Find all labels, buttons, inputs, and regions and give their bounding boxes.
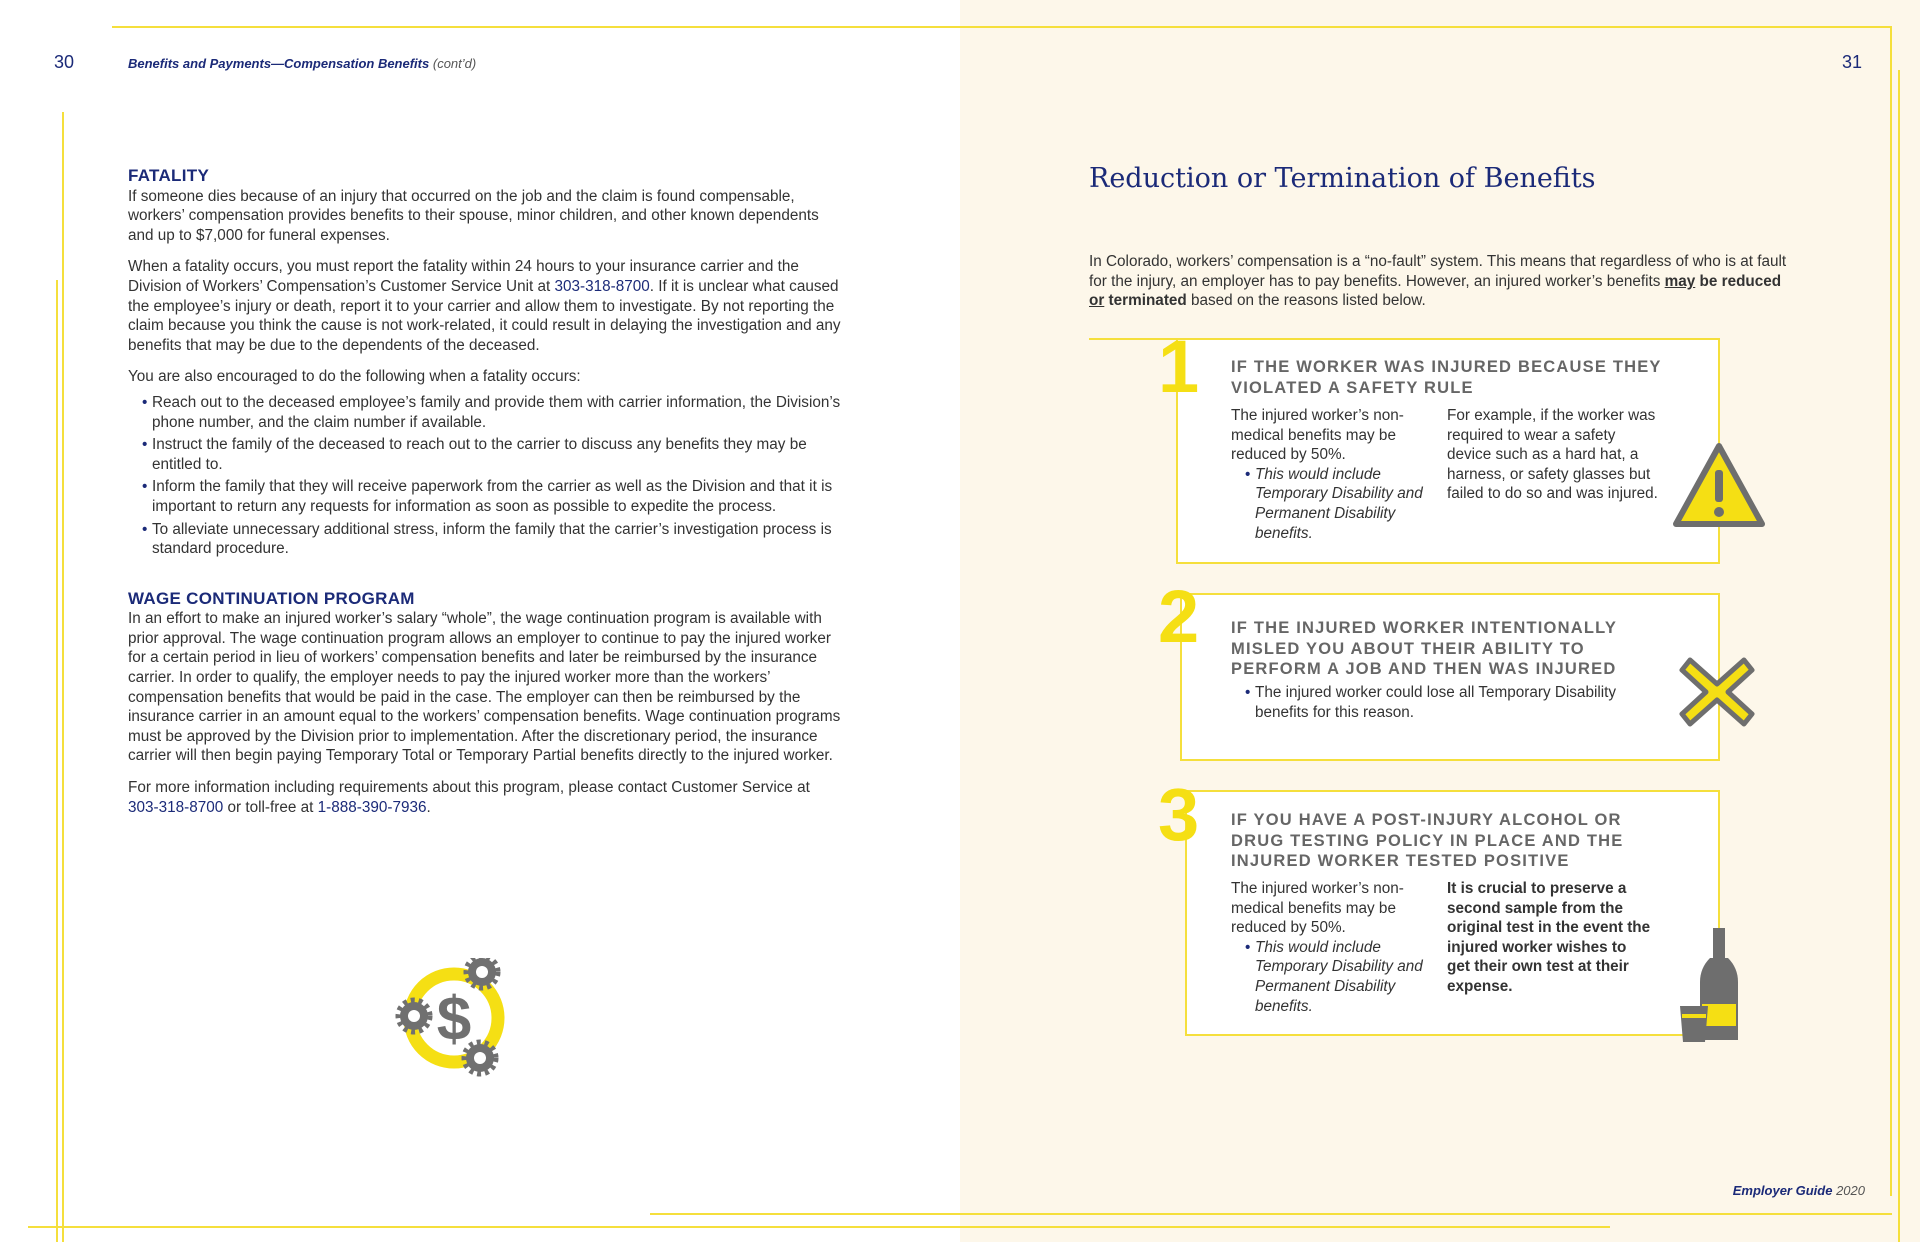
x-mark-icon bbox=[1676, 652, 1758, 732]
fatality-p2-text-end: . If it is unclear what caused the employee’s injury or death, report it to your carrier and allow them to investigate. By not reporting the claim because you think the cause is not work-related, it could result in delaying the investigation and any benefits that may be due to the dependents of the deceased. bbox=[128, 277, 841, 354]
intro-text-end: based on the reasons listed below. bbox=[1186, 292, 1426, 310]
fatality-heading: FATALITY bbox=[128, 166, 210, 185]
intro-or: or bbox=[1089, 292, 1105, 310]
reason-2-bullets bbox=[1245, 683, 1661, 722]
right-rule-outer bbox=[1890, 26, 1892, 1196]
reason-3-number: 3 bbox=[1158, 773, 1200, 856]
footer bbox=[1733, 1183, 1865, 1198]
footer-year: 2020 bbox=[1836, 1183, 1865, 1198]
right-rule-inner bbox=[1898, 70, 1900, 1242]
reason-3-col2: It is crucial to preserve a second sample from the original test in the event the injured worker wishes to get their own test at their expense. bbox=[1447, 880, 1651, 995]
dollar-gears-icon bbox=[392, 958, 522, 1078]
reason-1-col1-text: The injured worker’s non-medical benefits may be reduced by 50%. bbox=[1231, 407, 1404, 464]
reason-1-number: 1 bbox=[1158, 325, 1200, 408]
fatality-paragraph-3: You are also encouraged to do the following when a fatality occurs: bbox=[128, 368, 581, 386]
phone-link[interactable]: 303-318-8700 bbox=[128, 798, 224, 816]
top-rule bbox=[112, 26, 1892, 28]
fatality-bullets bbox=[142, 393, 844, 559]
reason-3-col1 bbox=[1231, 879, 1436, 1016]
bottom-rule-right bbox=[650, 1213, 1892, 1215]
reason-1-col1 bbox=[1231, 406, 1436, 543]
reason-2-text bbox=[1231, 683, 1661, 722]
wage-paragraph-1: In an effort to make an injured worker’s salary “whole”, the wage continuation program is available with prior approval. The wage continuation program allows an employer to continue to pay the injured worker for a certain period in lieu of workers’ compensation benefits and later be reimbursed by the insurance carrier. In order to qualify, the employer needs to pay the injured worker more than the workers’ compensation benefits that would be paid in the case. The employer can then be reimbursed by the insurance carrier in an amount equal to the workers’ compensation benefits. Wage continuation programs must be approved by the Division prior to implementation. After the discretionary period, the insurance carrier will then begin paying Temporary Total or Temporary Partial benefits directly to the injured worker. bbox=[128, 610, 841, 765]
left-column bbox=[128, 166, 844, 829]
wage-p2-text: For more information including requirements about this program, please contact Customer Service at bbox=[128, 779, 810, 797]
wage-p2-mid: or toll-free at bbox=[223, 798, 318, 816]
page-title: Reduction or Termination of Benefits bbox=[1089, 163, 1596, 194]
list-item: • Instruct the family of the deceased to reach out to the carrier to discuss any benefits they may be entitled to. bbox=[142, 435, 844, 474]
intro-text: In Colorado, workers’ compensation is a “no-fault” system. This means that regardless of who is at fault for the injury, an employer has to pay benefits. However, an injured worker’s benefits bbox=[1089, 253, 1787, 290]
reason-1-col2: For example, if the worker was required to wear a safety device such as a hard hat, a harness, or safety glasses but failed to do so and was injured. bbox=[1447, 407, 1658, 503]
reason-3-col1-text: The injured worker’s non-medical benefits may be reduced by 50%. bbox=[1231, 880, 1404, 937]
reason-1-heading: IF THE WORKER WAS INJURED BECAUSE THEY VIOLATED A SAFETY RULE bbox=[1231, 358, 1662, 397]
bottom-rule-left bbox=[28, 1226, 1610, 1228]
warning-icon bbox=[1670, 440, 1768, 530]
list-item: • This would include Temporary Disability and Permanent Disability benefits. bbox=[1245, 465, 1436, 543]
wage-p2-end: . bbox=[426, 798, 431, 816]
reason-2-heading: IF THE INJURED WORKER INTENTIONALLY MISLED YOU ABOUT THEIR ABILITY TO PERFORM A JOB AND THEN WAS INJURED bbox=[1231, 619, 1617, 678]
reason-3-heading: IF YOU HAVE A POST-INJURY ALCOHOL OR DRUG TESTING POLICY IN PLACE AND THE INJURED WORKER TESTED POSITIVE bbox=[1231, 811, 1624, 870]
bottle-glass-icon bbox=[1676, 922, 1740, 1044]
list-item: • The injured worker could lose all Temporary Disability benefits for this reason. bbox=[1245, 683, 1661, 722]
list-item: • To alleviate unnecessary additional stress, inform the family that the carrier’s investigation process is standard procedure. bbox=[142, 520, 844, 559]
phone-link[interactable]: 303-318-8700 bbox=[554, 277, 650, 295]
left-rule-outer bbox=[62, 112, 64, 1242]
wage-heading: WAGE CONTINUATION PROGRAM bbox=[128, 588, 415, 608]
reason-1-bullets bbox=[1245, 465, 1436, 543]
intro-paragraph bbox=[1089, 252, 1789, 311]
toll-free-link[interactable]: 1-888-390-7936 bbox=[317, 798, 427, 816]
footer-title: Employer Guide bbox=[1732, 1183, 1833, 1198]
page-number-right: 31 bbox=[1842, 52, 1863, 72]
running-head-title: Benefits and Payments—Compensation Benefits bbox=[128, 56, 430, 71]
reason-3-bullets bbox=[1245, 938, 1436, 1016]
page-number-left: 30 bbox=[54, 52, 75, 72]
svg-text:$: $ bbox=[436, 985, 472, 1054]
list-item: • Reach out to the deceased employee’s family and provide them with carrier information, the Division’s phone number, and the claim number if available. bbox=[142, 393, 844, 432]
list-item: • Inform the family that they will receive paperwork from the carrier as well as the Division and that it is important to return any requests for information as soon as possible to expedite the process. bbox=[142, 477, 844, 516]
fatality-p2-text: When a fatality occurs, you must report the fatality within 24 hours to your insurance carrier and the Division of Workers’ Compensation’s Customer Service Unit at bbox=[128, 258, 799, 295]
wage-paragraph-2 bbox=[128, 778, 844, 817]
running-head-cont: (cont’d) bbox=[432, 56, 477, 71]
intro-terminated: terminated bbox=[1104, 292, 1187, 310]
running-head bbox=[128, 56, 476, 71]
intro-may: may bbox=[1664, 272, 1696, 290]
intro-be-reduced: be reduced bbox=[1695, 272, 1782, 290]
left-rule-inner bbox=[56, 280, 58, 1242]
fatality-paragraph-2 bbox=[128, 257, 844, 355]
reason-2-number: 2 bbox=[1158, 575, 1200, 658]
list-item: • This would include Temporary Disability and Permanent Disability benefits. bbox=[1245, 938, 1436, 1016]
fatality-paragraph-1: If someone dies because of an injury that occurred on the job and the claim is found compensable, workers’ compensation provides benefits to their spouse, minor children, and other known dependents and up to $7,000 for funeral expenses. bbox=[128, 187, 819, 244]
